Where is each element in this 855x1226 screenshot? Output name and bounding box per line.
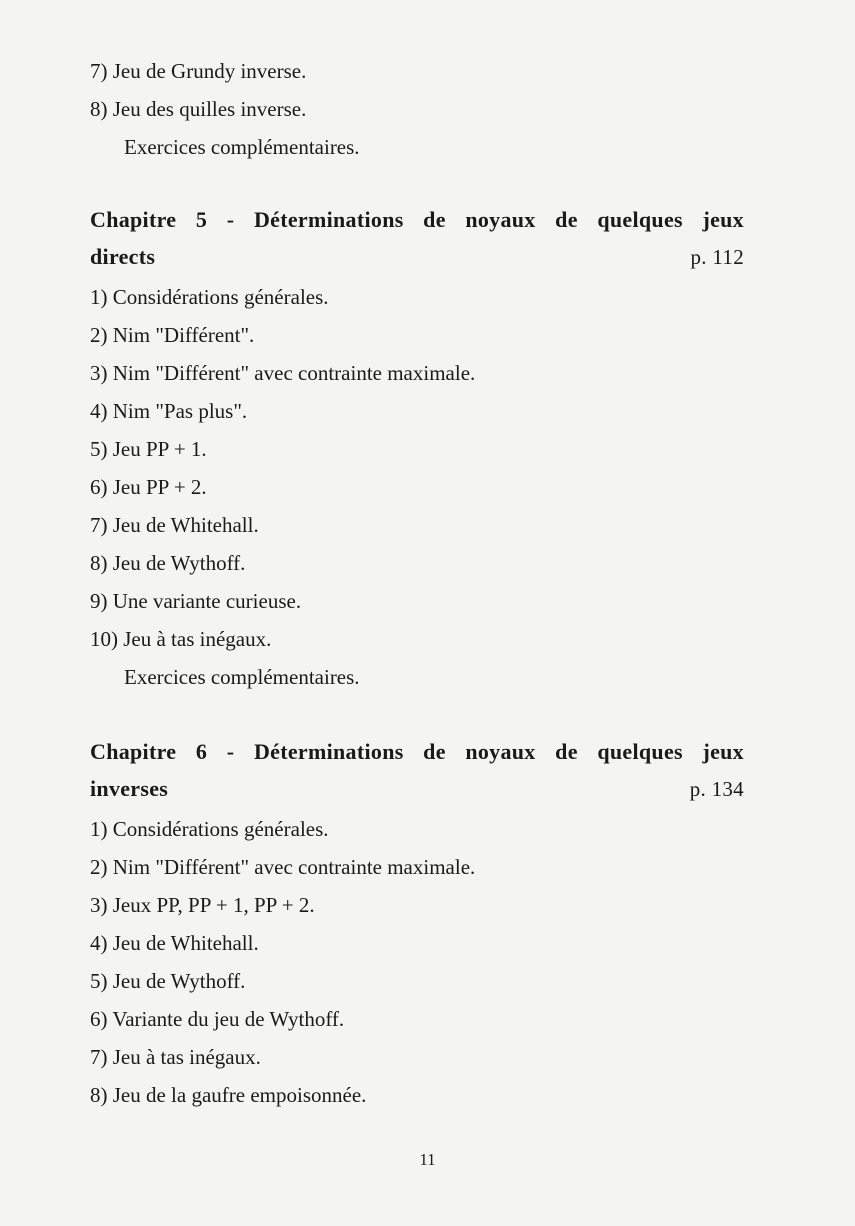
chapter-5	[90, 201, 744, 696]
toc-item: 2) Nim "Différent" avec contrainte maximale.	[90, 855, 476, 879]
toc-item: 8) Jeu de la gaufre empoisonnée.	[90, 1083, 367, 1107]
toc-item: 2) Nim "Différent".	[90, 323, 255, 347]
toc-item: 8) Jeu des quilles inverse.	[90, 97, 307, 121]
chapter-5-title-line2: directs	[90, 244, 156, 269]
chapter-6-title-line2: inverses	[90, 776, 169, 801]
toc-item: 5) Jeu PP + 1.	[90, 437, 207, 461]
toc-item: 3) Jeux PP, PP + 1, PP + 2.	[90, 893, 315, 917]
toc-item: 7) Jeu de Whitehall.	[90, 513, 259, 537]
toc-item: 8) Jeu de Wythoff.	[90, 551, 246, 575]
toc-item: 1) Considérations générales.	[90, 817, 329, 841]
toc-item: 3) Nim "Différent" avec contrainte maximale.	[90, 361, 476, 385]
toc-exercises: Exercices complémentaires.	[124, 665, 360, 689]
chapter-6-title-line1: Chapitre 6 - Déterminations de noyaux de quelques jeux	[90, 739, 744, 764]
chapter-5-title-line1: Chapitre 5 - Déterminations de noyaux de quelques jeux	[90, 207, 744, 232]
chapter-5-title-line2-row	[90, 238, 744, 276]
chapter-6	[90, 733, 744, 1114]
toc-item: 5) Jeu de Wythoff.	[90, 969, 246, 993]
toc-item: 4) Nim "Pas plus".	[90, 399, 248, 423]
page-number: 11	[419, 1150, 436, 1169]
toc-exercises: Exercices complémentaires.	[124, 135, 360, 159]
chapter-6-title-line2-row	[90, 770, 744, 808]
toc-item: 9) Une variante curieuse.	[90, 589, 302, 613]
toc-item: 4) Jeu de Whitehall.	[90, 931, 259, 955]
chapter-6-page-ref: p. 134	[689, 777, 744, 801]
toc-item: 7) Jeu de Grundy inverse.	[90, 59, 307, 83]
toc-item: 10) Jeu à tas inégaux.	[90, 627, 272, 651]
toc-item: 6) Variante du jeu de Wythoff.	[90, 1007, 345, 1031]
toc-item: 6) Jeu PP + 2.	[90, 475, 207, 499]
toc-item: 7) Jeu à tas inégaux.	[90, 1045, 261, 1069]
chapter-5-page-ref: p. 112	[690, 245, 744, 269]
section-top	[90, 52, 744, 166]
toc-item: 1) Considérations générales.	[90, 285, 329, 309]
